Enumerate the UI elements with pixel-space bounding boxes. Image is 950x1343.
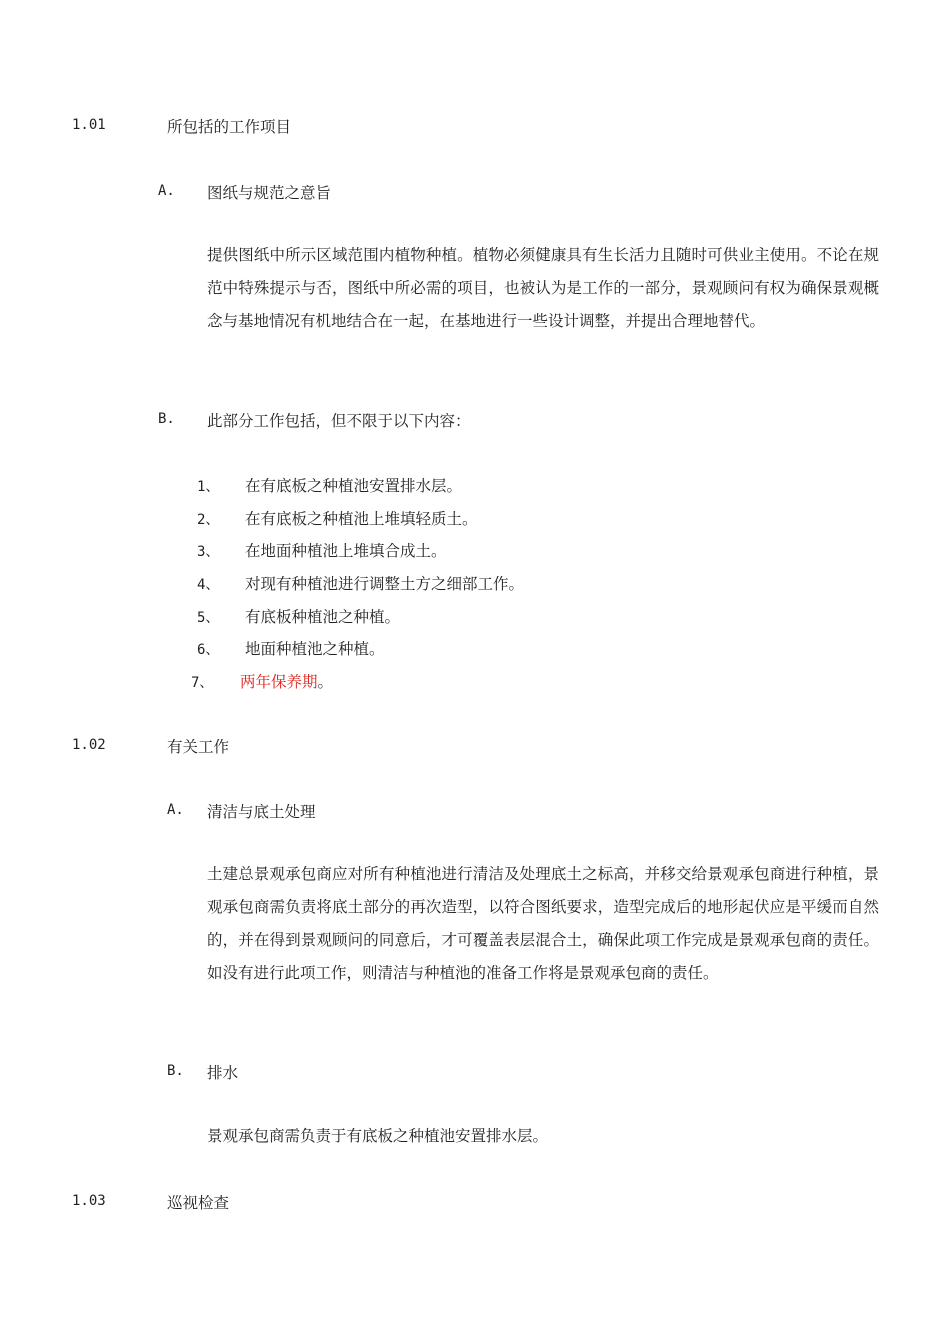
section-number: 1.03	[72, 1193, 106, 1209]
section-number: 1.01	[72, 117, 106, 133]
list-item-number: 5、	[197, 610, 220, 626]
list-item-text: 对现有种植池进行调整土方之细部工作。	[245, 575, 525, 593]
paragraph: 景观承包商需负责于有底板之种植池安置排水层。	[207, 1127, 549, 1145]
highlighted-text: 两年保养期	[240, 673, 318, 691]
list-item-text: 有底板种植池之种植。	[245, 608, 401, 626]
subsection-letter: A.	[167, 802, 184, 818]
subsection-letter: A.	[158, 183, 175, 199]
list-item-number: 7、	[191, 675, 214, 691]
list-item-number: 2、	[197, 512, 220, 528]
list-item-text: 地面种植池之种植。	[245, 640, 385, 658]
subsection-letter: B.	[167, 1063, 184, 1079]
subsection-letter: B.	[158, 411, 175, 427]
list-item-number: 3、	[197, 544, 220, 560]
section-title: 巡视检查	[167, 1194, 230, 1212]
subsection-title: 清洁与底土处理	[207, 803, 316, 821]
subsection-title: 图纸与规范之意旨	[207, 184, 332, 202]
list-item-suffix: 。	[317, 673, 334, 691]
subsection-title: 此部分工作包括，但不限于以下内容：	[207, 412, 471, 430]
list-item-text: 在有底板之种植池上堆填轻质土。	[245, 510, 478, 528]
list-item-number: 1、	[197, 479, 220, 495]
list-item-text	[240, 670, 333, 692]
paragraph: 提供图纸中所示区域范围内植物种植。植物必须健康具有生长活力且随时可供业主使用。不论在规范中特殊提示与否，图纸中所必需的项目，也被认为是工作的一部分，景观顾问有权为确保景观概念与基地情况有机地结合在一起，在基地进行一些设计调整，并提出合理地替代。	[207, 246, 879, 330]
list-item-number: 4、	[197, 577, 220, 593]
list-item-text: 在有底板之种植池安置排水层。	[245, 477, 463, 495]
section-title: 有关工作	[167, 738, 230, 756]
paragraph: 土建总景观承包商应对所有种植池进行清洁及处理底土之标高，并移交给景观承包商进行种植，景观承包商需负责将底土部分的再次造型，以符合图纸要求，造型完成后的地形起伏应是平缓而自然的，并在得到景观顾问的同意后，才可覆盖表层混合土，确保此项工作完成是景观承包商的责任。如没有进行此项工作，则清洁与种植池的准备工作将是景观承包商的责任。	[207, 865, 879, 982]
subsection-title: 排水	[207, 1064, 239, 1082]
section-title: 所包括的工作项目	[167, 118, 292, 136]
section-number: 1.02	[72, 737, 106, 753]
list-item-text: 在地面种植池上堆填合成土。	[245, 542, 447, 560]
list-item-number: 6、	[197, 642, 220, 658]
